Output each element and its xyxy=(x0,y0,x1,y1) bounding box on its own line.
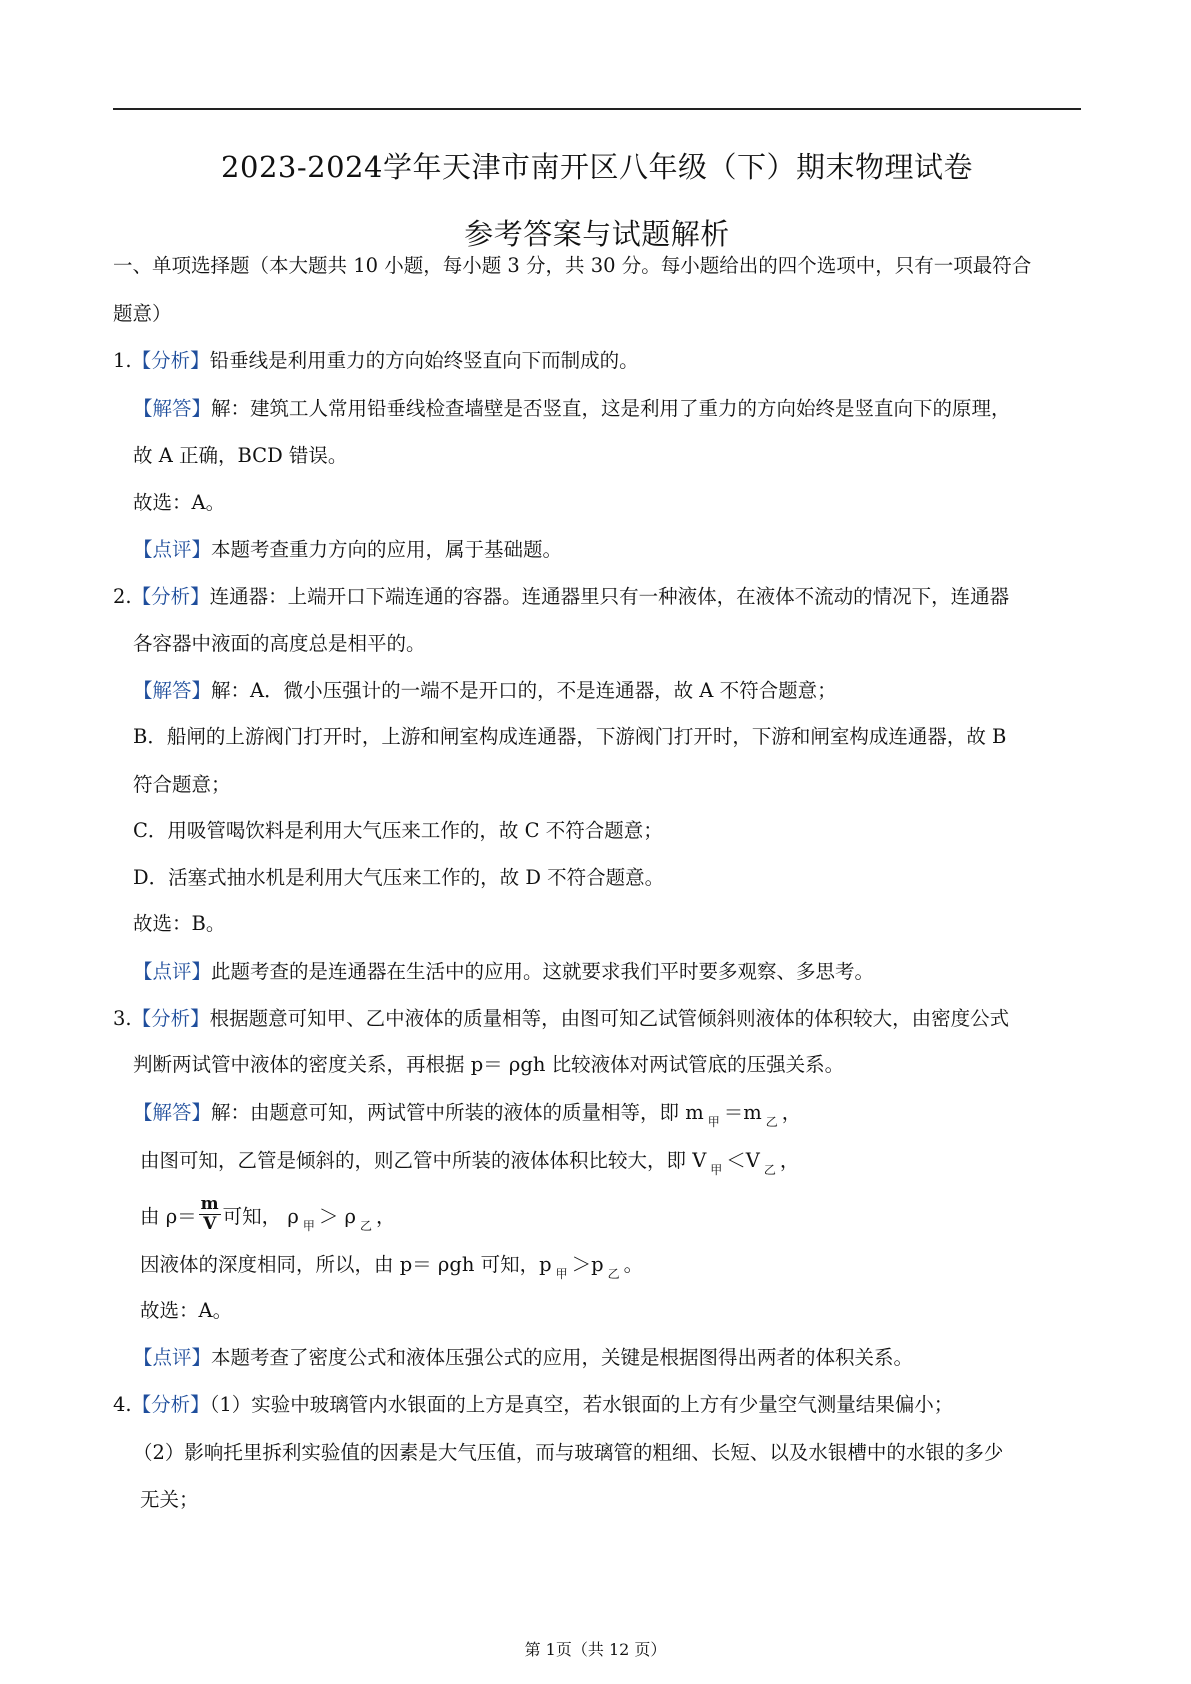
q3-answer-3c: ＞ ρ xyxy=(318,1205,357,1228)
q3-answer-1a: 解：由题意可知，两试管中所装的液体的质量相等，即 m xyxy=(211,1101,704,1124)
q3-answer-2b: ＜V xyxy=(726,1149,760,1172)
analysis-tag: 【分析】 xyxy=(131,349,210,372)
page-footer: 第 1页（共 12 页） xyxy=(524,1640,667,1659)
q4-analysis-line-3: 无关； xyxy=(140,1488,199,1511)
subscript-yi: 乙 xyxy=(765,1115,778,1129)
subscript-yi: 乙 xyxy=(763,1163,776,1177)
subscript-jia: 甲 xyxy=(555,1267,568,1281)
q2-answer-line-4: C．用吸管喝饮料是利用大气压来工作的，故 C 不符合题意； xyxy=(133,819,663,842)
fraction-numerator: m xyxy=(200,1194,219,1214)
section-heading-line-1: 一、单项选择题（本大题共 10 小题，每小题 3 分，共 30 分。每小题给出的四个选项中，只有一项最符合 xyxy=(113,254,1032,277)
q4-number: 4. xyxy=(113,1393,132,1416)
q3-answer-2c: ， xyxy=(779,1149,800,1172)
q3-answer-4c: 。 xyxy=(623,1253,644,1276)
analysis-tag: 【分析】 xyxy=(131,1007,210,1030)
subscript-yi: 乙 xyxy=(607,1267,620,1281)
q4-analysis-line-2: （2）影响托里拆利实验值的因素是大气压值，而与玻璃管的粗细、长短、以及水银槽中的水银的多少 xyxy=(133,1441,1004,1464)
q2-answer-line-1 xyxy=(133,678,837,704)
q1-number: 1. xyxy=(113,349,132,372)
q3-answer-4a: 因液体的深度相同，所以，由 p＝ ρgh 可知，p xyxy=(140,1253,552,1276)
q3-answer-3b: 可知， ρ xyxy=(222,1205,299,1228)
q3-answer-3a: 由 ρ＝ xyxy=(140,1205,197,1228)
q3-comment xyxy=(133,1345,913,1371)
q1-comment xyxy=(133,537,562,563)
q3-choice: 故选：A。 xyxy=(140,1299,233,1322)
comment-tag: 【点评】 xyxy=(133,960,212,983)
q3-comment-text: 本题考查了密度公式和液体压强公式的应用，关键是根据图得出两者的体积关系。 xyxy=(211,1346,914,1369)
q3-answer-3d: ， xyxy=(376,1205,396,1228)
q1-comment-text: 本题考查重力方向的应用，属于基础题。 xyxy=(211,538,563,561)
subscript-jia: 甲 xyxy=(707,1115,720,1129)
q1-analysis-text: 铅垂线是利用重力的方向始终竖直向下而制成的。 xyxy=(209,349,639,372)
q2-comment-text: 此题考查的是连通器在生活中的应用。这就要求我们平时要多观察、多思考。 xyxy=(211,960,875,983)
q2-answer-line-5: D．活塞式抽水机是利用大气压来工作的，故 D 不符合题意。 xyxy=(133,866,665,889)
q3-number: 3. xyxy=(113,1007,132,1030)
fraction-denominator: V xyxy=(203,1214,217,1234)
q3-analysis-text-1: 根据题意可知甲、乙中液体的质量相等，由图可知乙试管倾斜则液体的体积较大，由密度公式 xyxy=(209,1007,1010,1030)
q2-analysis-line-1 xyxy=(113,584,1009,610)
header-rule xyxy=(113,108,1081,110)
q3-answer-2a: 由图可知，乙管是倾斜的，则乙管中所装的液体体积比较大，即 V xyxy=(140,1149,707,1172)
q1-answer-line-2: 故 A 正确，BCD 错误。 xyxy=(133,444,348,467)
q3-answer-line-1 xyxy=(133,1100,801,1128)
q3-answer-1b: ＝m xyxy=(723,1101,762,1124)
q3-answer-line-3 xyxy=(140,1194,396,1237)
q2-choice: 故选：B。 xyxy=(133,912,226,935)
comment-tag: 【点评】 xyxy=(133,538,212,561)
q1-answer-text-1: 解：建筑工人常用铅垂线检查墙壁是否竖直，这是利用了重力的方向始终是竖直向下的原理， xyxy=(211,397,1011,420)
q2-answer-text-1: 解：A．微小压强计的一端不是开口的，不是连通器，故 A 不符合题意； xyxy=(211,679,837,702)
q1-choice: 故选：A。 xyxy=(133,491,226,514)
q2-comment xyxy=(133,959,874,985)
section-heading-line-2: 题意） xyxy=(113,302,172,325)
q3-analysis-line-1 xyxy=(113,1006,1009,1032)
q1-answer-line-1 xyxy=(133,396,1011,422)
q1-analysis xyxy=(113,348,639,374)
subscript-yi: 乙 xyxy=(360,1219,373,1233)
answer-tag: 【解答】 xyxy=(133,679,212,702)
analysis-tag: 【分析】 xyxy=(131,1393,210,1416)
analysis-tag: 【分析】 xyxy=(131,585,210,608)
q2-number: 2. xyxy=(113,585,132,608)
answer-tag: 【解答】 xyxy=(133,397,212,420)
q3-answer-line-4 xyxy=(140,1252,643,1280)
document-title: 2023-2024学年天津市南开区八年级（下）期末物理试卷 xyxy=(221,150,973,184)
q2-answer-line-2: B．船闸的上游阀门打开时，上游和闸室构成连通器，下游阀门打开时，下游和闸室构成连通器，故 B xyxy=(133,725,1007,748)
q3-answer-line-2 xyxy=(140,1148,799,1176)
q4-analysis-line-1 xyxy=(113,1392,953,1418)
comment-tag: 【点评】 xyxy=(133,1346,212,1369)
q3-answer-4b: ＞p xyxy=(571,1253,604,1276)
density-fraction xyxy=(199,1195,221,1234)
answer-tag: 【解答】 xyxy=(133,1101,212,1124)
subscript-jia: 甲 xyxy=(302,1219,315,1233)
q2-analysis-line-2: 各容器中液面的高度总是相平的。 xyxy=(133,632,426,655)
document-subtitle: 参考答案与试题解析 xyxy=(464,217,730,251)
q4-analysis-text-1: （1）实验中玻璃管内水银面的上方是真空，若水银面的上方有少量空气测量结果偏小； xyxy=(209,1393,954,1416)
subscript-jia: 甲 xyxy=(710,1163,723,1177)
q2-answer-line-3: 符合题意； xyxy=(133,773,231,796)
q2-analysis-text-1: 连通器：上端开口下端连通的容器。连通器里只有一种液体，在液体不流动的情况下，连通器 xyxy=(209,585,1010,608)
q3-answer-1c: ， xyxy=(781,1101,802,1124)
q3-analysis-line-2: 判断两试管中液体的密度关系，再根据 p＝ ρgh 比较液体对两试管底的压强关系。 xyxy=(133,1053,845,1076)
